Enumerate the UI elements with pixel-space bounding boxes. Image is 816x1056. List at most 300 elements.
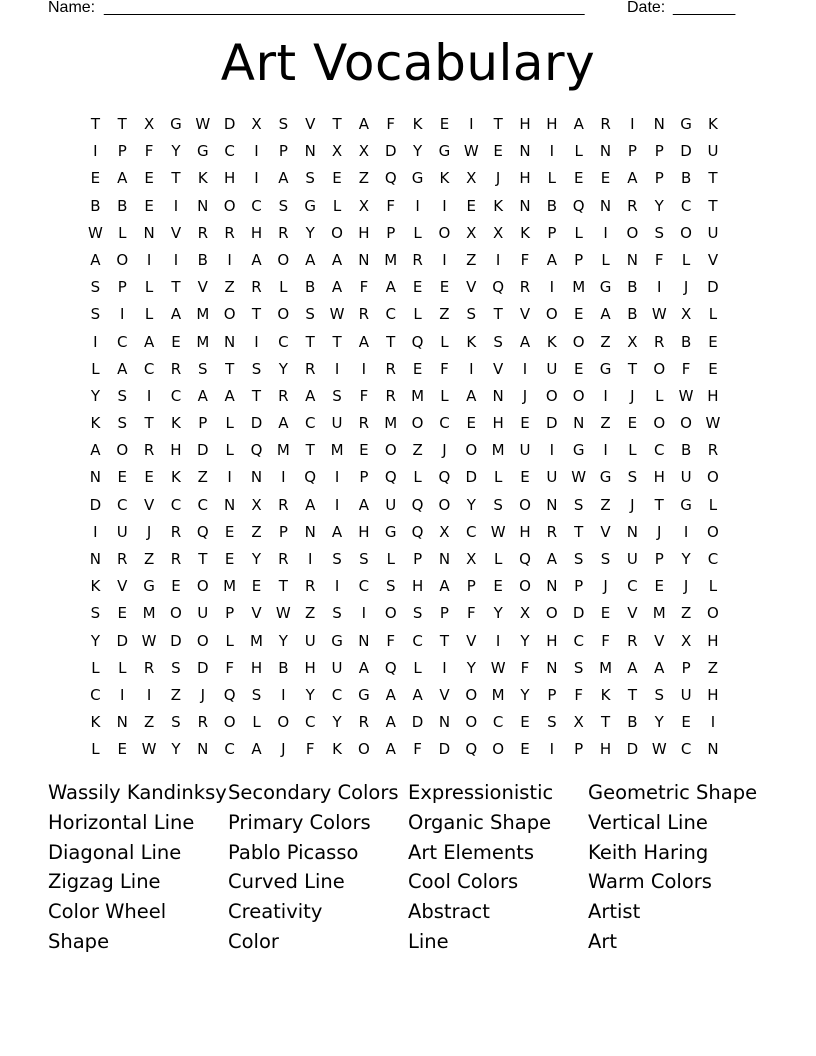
grid-cell[interactable]: S [627,468,638,487]
grid-cell[interactable]: I [603,223,608,242]
grid-cell[interactable]: R [627,196,638,215]
grid-cell[interactable]: N [197,196,209,215]
grid-cell[interactable]: F [386,631,396,650]
grid-cell[interactable]: I [361,359,367,378]
grid-cell[interactable]: S [573,550,584,568]
grid-cell[interactable]: F [305,740,315,759]
grid-cell[interactable]: S [493,332,503,351]
grid-cell[interactable]: X [466,550,477,568]
grid-cell[interactable]: A [170,305,182,324]
grid-cell[interactable]: U [331,414,343,433]
grid-cell[interactable]: M [142,604,156,623]
grid-cell[interactable]: N [519,142,531,161]
grid-cell[interactable]: K [546,332,557,351]
grid-cell[interactable]: Q [411,522,424,541]
grid-cell[interactable]: W [275,604,291,623]
grid-cell[interactable]: A [412,685,423,704]
grid-cell[interactable]: T [627,359,637,378]
grid-cell[interactable]: E [439,115,450,133]
grid-cell[interactable]: P [627,142,637,161]
grid-cell[interactable]: H [599,740,612,759]
grid-cell[interactable]: L [144,278,154,297]
grid-cell[interactable]: A [117,359,128,378]
grid-cell[interactable]: Q [384,658,397,677]
grid-cell[interactable]: Y [305,223,315,242]
grid-cell[interactable]: L [118,223,127,242]
grid-cell[interactable]: R [546,522,558,541]
grid-cell[interactable]: V [251,604,262,623]
grid-cell[interactable]: A [224,386,235,405]
grid-cell[interactable]: Z [143,550,155,568]
grid-cell[interactable]: S [90,604,101,623]
grid-cell[interactable]: P [117,278,127,297]
grid-cell[interactable]: L [91,658,100,677]
grid-cell[interactable]: D [680,142,692,161]
grid-cell[interactable]: M [330,441,344,460]
grid-cell[interactable]: E [520,414,530,433]
grid-cell[interactable]: S [654,685,664,704]
grid-cell[interactable]: M [572,278,586,297]
grid-cell[interactable]: D [626,740,639,759]
grid-cell[interactable]: A [358,332,370,351]
grid-cell[interactable]: Z [439,305,450,324]
grid-cell[interactable]: Q [411,332,424,351]
grid-cell[interactable]: F [386,196,396,215]
grid-cell[interactable]: F [440,359,449,378]
grid-cell[interactable]: T [386,332,396,351]
grid-cell[interactable]: O [465,713,478,732]
grid-cell[interactable]: O [277,713,290,732]
grid-cell[interactable]: M [223,577,237,596]
grid-cell[interactable]: A [251,740,262,759]
grid-cell[interactable]: H [707,631,719,650]
grid-cell[interactable]: N [304,142,316,161]
grid-cell[interactable]: Z [600,332,611,351]
grid-cell[interactable]: B [627,305,638,324]
grid-cell[interactable]: I [442,196,447,215]
grid-cell[interactable]: P [117,142,127,161]
grid-cell[interactable]: Q [411,495,424,514]
grid-cell[interactable]: N [546,658,558,677]
grid-cell[interactable]: V [466,631,477,650]
grid-cell[interactable]: L [91,740,100,759]
grid-cell[interactable]: X [251,115,262,133]
grid-cell[interactable]: Y [681,550,691,568]
grid-cell[interactable]: F [359,386,369,405]
grid-cell[interactable]: R [519,278,531,297]
grid-cell[interactable]: O [384,441,397,460]
grid-cell[interactable]: E [654,577,664,596]
grid-cell[interactable]: S [305,305,315,324]
grid-cell[interactable]: R [358,414,370,433]
grid-cell[interactable]: G [599,468,612,487]
grid-cell[interactable]: O [438,223,451,242]
grid-cell[interactable]: G [384,522,397,541]
grid-cell[interactable]: M [250,631,263,650]
grid-cell[interactable]: F [681,359,691,378]
grid-cell[interactable]: I [522,359,528,378]
grid-cell[interactable]: C [224,740,235,759]
grid-cell[interactable]: Y [466,658,476,677]
grid-cell[interactable]: H [546,115,558,133]
grid-cell[interactable]: A [439,577,450,596]
grid-cell[interactable]: I [93,332,98,351]
grid-cell[interactable]: K [197,169,208,188]
grid-cell[interactable]: D [197,658,209,677]
grid-cell[interactable]: E [251,577,262,596]
grid-cell[interactable]: E [493,142,503,161]
grid-cell[interactable]: G [438,142,451,161]
grid-cell[interactable]: T [708,196,718,215]
grid-cell[interactable]: A [466,386,477,405]
grid-cell[interactable]: L [708,577,718,596]
grid-cell[interactable]: I [549,278,555,297]
grid-cell[interactable]: Q [250,441,263,460]
grid-cell[interactable]: M [599,658,613,677]
grid-cell[interactable]: T [251,386,262,405]
grid-cell[interactable]: I [307,550,313,568]
grid-cell[interactable]: S [251,359,262,378]
grid-cell[interactable]: U [546,359,558,378]
grid-cell[interactable]: B [680,169,692,188]
grid-cell[interactable]: C [680,196,692,215]
grid-cell[interactable]: Y [493,604,503,623]
grid-cell[interactable]: C [170,495,182,514]
grid-cell[interactable]: N [438,550,451,568]
grid-cell[interactable]: P [278,142,288,161]
grid-cell[interactable]: C [304,713,316,732]
grid-cell[interactable]: O [707,604,719,623]
grid-cell[interactable]: W [87,223,103,242]
grid-cell[interactable]: K [708,115,718,133]
grid-cell[interactable]: K [439,169,450,188]
grid-cell[interactable]: Y [332,713,342,732]
grid-cell[interactable]: R [117,550,128,568]
grid-cell[interactable]: S [278,115,289,133]
grid-cell[interactable]: I [361,604,367,623]
grid-cell[interactable]: S [117,414,127,433]
grid-cell[interactable]: P [198,414,208,433]
grid-cell[interactable]: U [680,468,692,487]
grid-cell[interactable]: D [223,115,236,133]
grid-cell[interactable]: I [120,305,125,324]
grid-cell[interactable]: V [654,631,665,650]
grid-cell[interactable]: X [573,713,584,732]
grid-cell[interactable]: O [465,441,478,460]
grid-cell[interactable]: H [519,522,531,541]
grid-cell[interactable]: N [492,386,504,405]
grid-cell[interactable]: U [680,685,692,704]
grid-cell[interactable]: K [520,223,530,242]
grid-cell[interactable]: X [331,142,343,161]
grid-cell[interactable]: I [495,250,501,269]
grid-cell[interactable]: U [385,495,397,514]
grid-cell[interactable]: Q [223,685,236,704]
grid-cell[interactable]: E [627,414,638,433]
grid-cell[interactable]: H [358,522,370,541]
grid-cell[interactable]: H [546,631,558,650]
grid-cell[interactable]: P [386,223,396,242]
grid-cell[interactable]: R [278,550,289,568]
grid-cell[interactable]: T [144,414,154,433]
grid-cell[interactable]: N [116,713,128,732]
grid-cell[interactable]: C [197,495,209,514]
grid-cell[interactable]: J [657,522,662,541]
grid-cell[interactable]: I [710,713,716,732]
grid-cell[interactable]: S [547,713,557,732]
grid-cell[interactable]: S [466,305,477,324]
grid-cell[interactable]: O [680,223,692,242]
grid-cell[interactable]: U [546,468,558,487]
grid-cell[interactable]: C [439,414,450,433]
grid-cell[interactable]: K [493,196,504,215]
grid-cell[interactable]: J [683,577,689,596]
grid-cell[interactable]: Y [413,142,423,161]
grid-cell[interactable]: Q [196,522,209,541]
grid-cell[interactable]: I [334,359,340,378]
grid-cell[interactable]: B [305,278,316,297]
grid-cell[interactable]: L [493,550,503,568]
grid-cell[interactable]: V [707,250,719,269]
grid-cell[interactable]: X [466,223,477,242]
grid-cell[interactable]: W [490,658,506,677]
grid-cell[interactable]: N [626,522,639,541]
grid-cell[interactable]: S [493,495,503,514]
grid-cell[interactable]: L [493,468,503,487]
grid-cell[interactable]: I [334,468,340,487]
grid-cell[interactable]: A [385,278,396,297]
grid-cell[interactable]: N [250,468,263,487]
grid-cell[interactable]: H [250,658,263,677]
grid-cell[interactable]: A [197,386,208,405]
grid-cell[interactable]: I [334,495,340,514]
grid-cell[interactable]: Y [278,359,288,378]
grid-cell[interactable]: C [573,631,584,650]
grid-cell[interactable]: O [223,713,236,732]
grid-cell[interactable]: U [197,604,209,623]
grid-cell[interactable]: O [545,386,558,405]
grid-cell[interactable]: R [707,441,719,460]
grid-cell[interactable]: R [251,278,262,297]
grid-cell[interactable]: N [599,142,612,161]
grid-cell[interactable]: E [359,441,369,460]
grid-cell[interactable]: W [141,631,157,650]
grid-cell[interactable]: C [654,441,665,460]
grid-cell[interactable]: U [331,658,343,677]
grid-cell[interactable]: C [117,495,128,514]
grid-cell[interactable]: I [549,740,555,759]
grid-cell[interactable]: P [439,604,449,623]
grid-cell[interactable]: L [655,386,664,405]
grid-cell[interactable]: F [413,740,422,759]
grid-cell[interactable]: F [601,631,610,650]
grid-cell[interactable]: A [627,658,638,677]
grid-cell[interactable]: F [466,604,476,623]
grid-cell[interactable]: O [357,740,370,759]
grid-cell[interactable]: I [442,250,447,269]
grid-cell[interactable]: L [225,414,234,433]
grid-cell[interactable]: C [90,685,101,704]
grid-cell[interactable]: E [171,332,181,351]
grid-cell[interactable]: O [707,468,719,487]
grid-cell[interactable]: A [305,386,316,405]
grid-cell[interactable]: O [545,604,558,623]
grid-cell[interactable]: N [304,522,316,541]
grid-cell[interactable]: N [143,223,155,242]
grid-cell[interactable]: E [681,713,691,732]
grid-cell[interactable]: C [278,332,289,351]
grid-cell[interactable]: C [466,522,477,541]
grid-cell[interactable]: M [491,441,505,460]
grid-cell[interactable]: D [438,740,451,759]
grid-cell[interactable]: N [89,550,102,568]
grid-cell[interactable]: H [250,223,263,242]
grid-cell[interactable]: P [681,658,691,677]
grid-cell[interactable]: I [657,278,662,297]
grid-cell[interactable]: O [277,305,290,324]
grid-cell[interactable]: G [170,115,182,133]
grid-cell[interactable]: I [93,142,98,161]
grid-cell[interactable]: Q [438,468,451,487]
grid-cell[interactable]: L [547,169,557,188]
grid-cell[interactable]: W [678,386,694,405]
grid-cell[interactable]: J [683,278,689,297]
grid-cell[interactable]: N [546,495,558,514]
grid-cell[interactable]: W [571,468,587,487]
grid-cell[interactable]: G [358,685,370,704]
grid-cell[interactable]: Z [358,169,370,188]
grid-cell[interactable]: O [572,332,585,351]
grid-cell[interactable]: T [305,332,315,351]
grid-cell[interactable]: C [492,713,504,732]
grid-cell[interactable]: K [171,468,181,487]
grid-cell[interactable]: A [278,169,289,188]
grid-cell[interactable]: S [90,278,101,297]
grid-cell[interactable]: V [466,278,477,297]
grid-cell[interactable]: C [385,305,396,324]
grid-cell[interactable]: Q [304,468,317,487]
grid-cell[interactable]: Y [520,631,530,650]
grid-cell[interactable]: V [305,115,316,133]
grid-cell[interactable]: L [386,550,395,568]
grid-cell[interactable]: I [146,250,152,269]
grid-cell[interactable]: A [519,332,531,351]
grid-cell[interactable]: T [600,713,611,732]
grid-cell[interactable]: A [305,250,316,269]
name-blank-line[interactable]: ______________________________________________________ [104,0,585,16]
grid-cell[interactable]: O [223,305,236,324]
grid-cell[interactable]: O [196,577,209,596]
grid-cell[interactable]: T [171,278,181,297]
grid-cell[interactable]: N [89,468,102,487]
grid-cell[interactable]: G [680,115,692,133]
grid-cell[interactable]: Q [492,278,505,297]
grid-cell[interactable]: P [654,169,664,188]
grid-cell[interactable]: X [519,604,531,623]
grid-cell[interactable]: I [549,142,555,161]
grid-cell[interactable]: R [412,250,423,269]
grid-cell[interactable]: P [574,740,584,759]
grid-cell[interactable]: B [546,196,557,215]
grid-cell[interactable]: Y [251,550,262,568]
grid-cell[interactable]: I [603,441,608,460]
grid-cell[interactable]: B [680,441,692,460]
grid-cell[interactable]: N [224,332,236,351]
grid-cell[interactable]: G [680,495,692,514]
grid-cell[interactable]: J [495,169,501,188]
grid-cell[interactable]: B [627,713,638,732]
grid-cell[interactable]: I [683,522,689,541]
grid-cell[interactable]: O [384,604,397,623]
grid-cell[interactable]: L [413,658,422,677]
grid-cell[interactable]: O [545,305,558,324]
grid-cell[interactable]: D [707,278,719,297]
grid-cell[interactable]: S [600,550,611,568]
grid-cell[interactable]: L [574,223,583,242]
grid-cell[interactable]: L [332,196,342,215]
grid-cell[interactable]: R [358,305,370,324]
grid-cell[interactable]: D [197,441,209,460]
grid-cell[interactable]: S [251,685,262,704]
grid-cell[interactable]: S [654,223,664,242]
grid-cell[interactable]: L [628,441,637,460]
grid-cell[interactable]: D [89,495,102,514]
grid-cell[interactable]: J [630,495,635,514]
grid-cell[interactable]: T [574,522,584,541]
grid-cell[interactable]: I [120,685,125,704]
grid-cell[interactable]: V [143,495,155,514]
grid-cell[interactable]: E [332,169,342,188]
grid-cell[interactable]: I [442,658,447,677]
grid-cell[interactable]: P [654,142,664,161]
grid-cell[interactable]: G [411,169,424,188]
grid-cell[interactable]: L [225,441,234,460]
grid-cell[interactable]: S [359,550,369,568]
grid-cell[interactable]: A [143,332,155,351]
grid-cell[interactable]: O [572,386,585,405]
grid-cell[interactable]: U [116,522,128,541]
grid-cell[interactable]: T [627,685,637,704]
grid-cell[interactable]: R [385,386,396,405]
grid-cell[interactable]: O [411,414,424,433]
grid-cell[interactable]: C [358,577,370,596]
grid-cell[interactable]: Z [600,495,611,514]
grid-cell[interactable]: S [573,658,584,677]
grid-cell[interactable]: N [438,713,451,732]
grid-cell[interactable]: S [385,577,396,596]
grid-cell[interactable]: N [573,414,585,433]
grid-cell[interactable]: N [626,250,639,269]
grid-cell[interactable]: F [574,685,584,704]
grid-cell[interactable]: R [278,386,289,405]
grid-cell[interactable]: B [117,196,128,215]
grid-cell[interactable]: N [358,631,370,650]
grid-cell[interactable]: X [439,522,450,541]
grid-cell[interactable]: Y [654,196,664,215]
grid-cell[interactable]: I [173,250,179,269]
grid-cell[interactable]: R [304,577,316,596]
grid-cell[interactable]: S [332,550,342,568]
grid-cell[interactable]: V [627,604,638,623]
grid-cell[interactable]: X [358,196,370,215]
grid-cell[interactable]: Z [466,250,477,269]
grid-cell[interactable]: J [200,685,205,704]
grid-cell[interactable]: H [707,685,719,704]
grid-cell[interactable]: H [519,115,531,133]
grid-cell[interactable]: E [493,577,503,596]
grid-cell[interactable]: P [359,468,369,487]
grid-cell[interactable]: F [225,658,234,677]
